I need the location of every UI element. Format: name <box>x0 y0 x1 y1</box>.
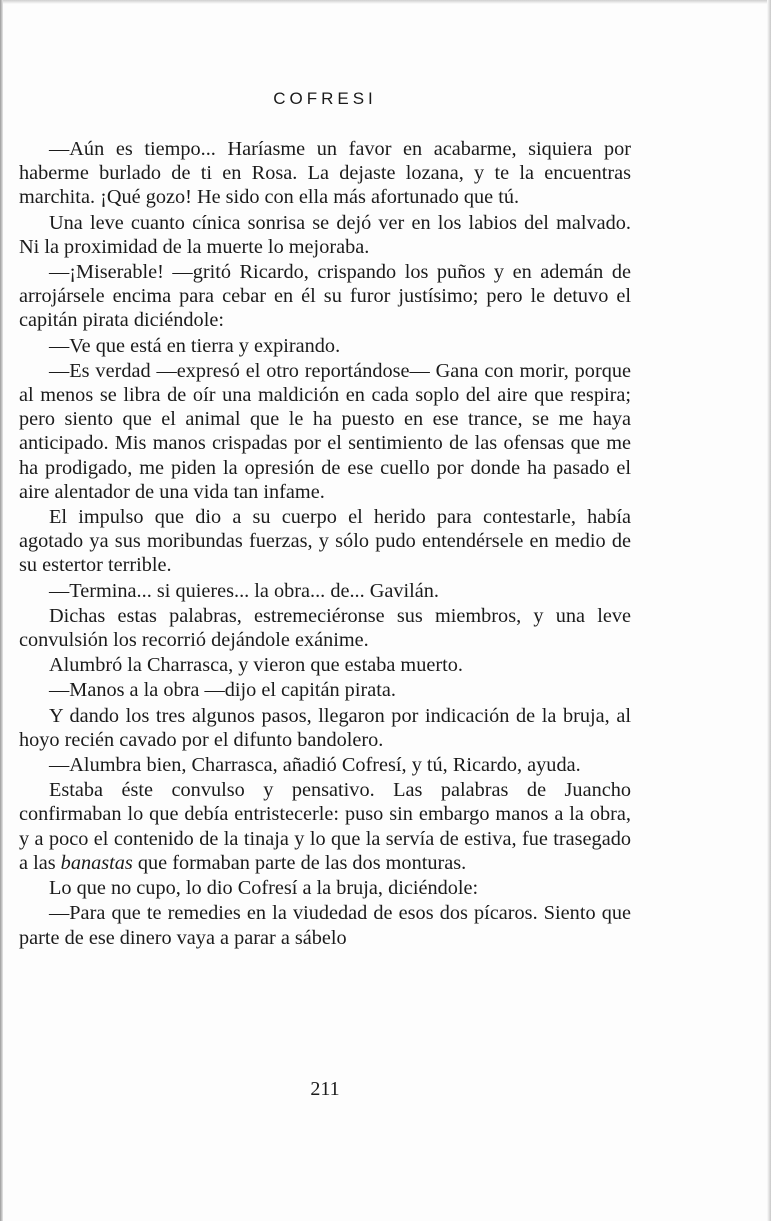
paragraph-text: que formaban parte de las dos monturas. <box>132 851 467 874</box>
paragraph-with-italic <box>19 778 631 875</box>
paragraph: —Aún es tiempo... Haríasme un favor en acabarme, siquiera por haberme burlado de ti en Rosa. La dejaste lozana, y te la encuentras marchita. ¡Qué gozo! He sido con ella más afortunado que tú. <box>19 138 631 209</box>
paragraph: Y dando los tres algunos pasos, llegaron por indicación de la bruja, al hoyo recién cavado por el difunto bandolero. <box>19 704 631 751</box>
paragraph-text: Estaba éste convulso y pensativo. Las palabras de Juancho confirmaban lo que debía entristecerle: puso sin embargo manos a la obra, y a poco el contenido de la tinaja y lo que la servía de estiva, fue trasegado a las <box>19 779 631 874</box>
paragraph: —Alumbra bien, Charrasca, añadió Cofresí, y tú, Ricardo, ayuda. <box>49 754 581 777</box>
paragraph: —¡Miserable! —gritó Ricardo, crispando los puños y en ademán de arrojársele encima para cebar en él su furor justísimo; pero le detuvo el capitán pirata diciéndole: <box>19 261 631 332</box>
paragraph: —Es verdad —expresó el otro reportándose— Gana con morir, porque al menos se libra de oír una maldición en cada soplo del aire que respira; pero siento que el animal que le ha puesto en ese trance, se me haya anticipado. Mis manos crispadas por el sentimiento de las ofensas que me ha prodigado, me piden la opresión de ese cuello por donde ha pasado el aire alentador de una vida tan infame. <box>19 359 631 503</box>
paragraph: El impulso que dio a su cuerpo el herido para contestarle, había agotado ya sus moribundas fuerzas, y sólo pudo entendérsele en medio de su estertor terrible. <box>19 506 631 577</box>
paragraph: Una leve cuanto cínica sonrisa se dejó ver en los labios del malvado. Ni la proximidad de la muerte lo mejoraba. <box>19 211 631 258</box>
paragraph: —Termina... si quieres... la obra... de... Gavilán. <box>49 579 440 602</box>
paragraph: Dichas estas palabras, estremeciéronse sus miembros, y una leve convulsión los recorrió dejándole exánime. <box>19 604 631 652</box>
paragraph: —Manos a la obra —dijo el capitán pirata. <box>49 679 396 702</box>
body-text <box>19 137 631 951</box>
scan-edge-top <box>0 0 771 4</box>
italic-term: banastas <box>60 851 133 874</box>
paragraph: Alumbró la Charrasca, y vieron que estaba muerto. <box>49 654 463 677</box>
paragraph: Lo que no cupo, lo dio Cofresí a la bruja, diciéndole: <box>49 877 479 900</box>
paragraph: —Ve que está en tierra y expirando. <box>49 334 341 357</box>
scan-edge-left <box>0 0 3 1221</box>
paragraph: —Para que te remedies en la viudedad de esos dos pícaros. Siento que parte de ese dinero vaya a parar a sábelo <box>19 902 631 949</box>
running-head: COFRESI <box>273 89 377 108</box>
scan-edge-right <box>767 0 771 1221</box>
page-number: 211 <box>310 1078 340 1100</box>
